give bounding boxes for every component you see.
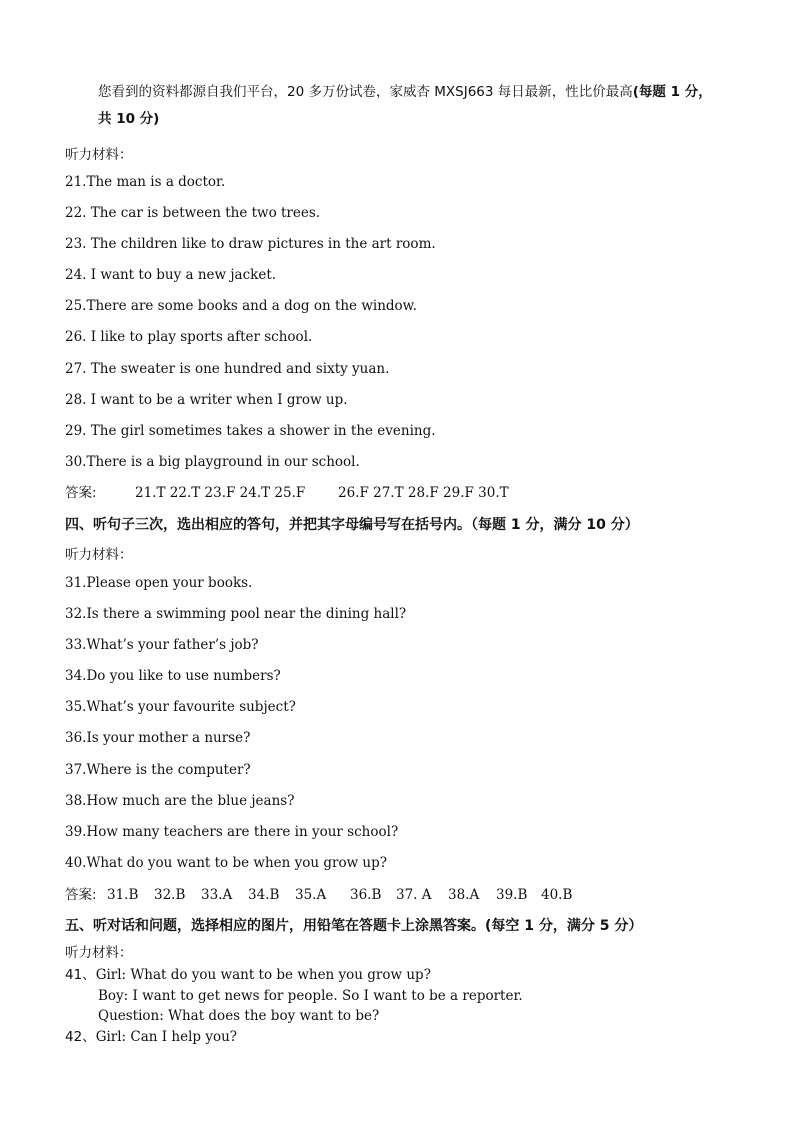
list-item-21: 21.The man is a doctor. bbox=[65, 174, 226, 190]
answer-40: 40.B bbox=[541, 887, 573, 903]
list-item-39: 39.How many teachers are there in your school? bbox=[65, 824, 399, 840]
answer-31: 31.B bbox=[107, 887, 139, 903]
list-item-25: 25.There are some books and a dog on the window. bbox=[65, 298, 417, 314]
header-score-text: (每题 1 分， bbox=[632, 84, 712, 100]
answer-35: 35.A bbox=[295, 887, 327, 903]
answer-36: 36.B bbox=[350, 887, 382, 903]
answer-38: 38.A bbox=[448, 887, 480, 903]
list-item-31: 31.Please open your books. bbox=[65, 575, 253, 591]
list-item-34: 34.Do you like to use numbers? bbox=[65, 668, 281, 684]
dialogue-41-question: Question: What does the boy want to be? bbox=[98, 1008, 380, 1024]
question-41-number: 41、 bbox=[65, 967, 96, 983]
list-item-23: 23. The children like to draw pictures in the art room. bbox=[65, 236, 436, 252]
list-item-27: 27. The sweater is one hundred and sixty yuan. bbox=[65, 361, 390, 377]
list-item-24: 24. I want to buy a new jacket. bbox=[65, 267, 277, 283]
header-line-1 bbox=[98, 83, 712, 101]
section4-answer-row bbox=[65, 886, 765, 906]
section4-answer-label: 答案: bbox=[65, 887, 97, 903]
dialogue-41-girl: Girl: What do you want to be when you grow up? bbox=[95, 967, 431, 983]
list-item-26: 26. I like to play sports after school. bbox=[65, 329, 313, 345]
list-item-38: 38.How much are the blue jeans? bbox=[65, 793, 295, 809]
section3-answer-group-1: 21.T 22.T 23.F 24.T 25.F bbox=[135, 485, 306, 501]
header-intro-text: 您看到的资料都源自我们平台，20 多万份试卷，家威杏 MXSJ663 每日最新，性比价最高 bbox=[98, 84, 633, 100]
list-item-37: 37.Where is the computer? bbox=[65, 762, 251, 778]
dialogue-41-line-1 bbox=[65, 966, 431, 984]
section3-answer-label: 答案: bbox=[65, 485, 97, 501]
answer-39: 39.B bbox=[496, 887, 528, 903]
list-item-29: 29. The girl sometimes takes a shower in the evening. bbox=[65, 423, 436, 439]
section3-answer-group-2: 26.F 27.T 28.F 29.F 30.T bbox=[338, 485, 509, 501]
answer-37: 37. A bbox=[396, 887, 432, 903]
list-item-33: 33.What’s your father’s job? bbox=[65, 637, 259, 653]
section5-title: 五、听对话和问题，选择相应的图片，用铅笔在答题卡上涂黑答案。(每空 1 分，满分 5 分） bbox=[65, 918, 643, 934]
section3-material-label: 听力材料： bbox=[65, 147, 133, 163]
question-42-number: 42、 bbox=[65, 1029, 96, 1045]
list-item-35: 35.What’s your favourite subject? bbox=[65, 699, 296, 715]
list-item-36: 36.Is your mother a nurse? bbox=[65, 730, 251, 746]
list-item-28: 28. I want to be a writer when I grow up. bbox=[65, 392, 348, 408]
section5-material-label: 听力材料： bbox=[65, 945, 133, 961]
answer-33: 33.A bbox=[201, 887, 233, 903]
list-item-40: 40.What do you want to be when you grow up? bbox=[65, 855, 387, 871]
section3-answer-row bbox=[65, 484, 765, 504]
dialogue-41-boy: Boy: I want to get news for people. So I want to be a reporter. bbox=[98, 988, 523, 1004]
list-item-22: 22. The car is between the two trees. bbox=[65, 205, 321, 221]
dialogue-42-line-1 bbox=[65, 1028, 237, 1046]
header-line-2: 共 10 分) bbox=[98, 111, 160, 127]
dialogue-42-girl: Girl: Can I help you? bbox=[95, 1029, 238, 1045]
section4-title: 四、听句子三次，选出相应的答句，并把其字母编号写在括号内。（每题 1 分，满分 10 分） bbox=[65, 517, 639, 533]
section4-material-label: 听力材料： bbox=[65, 547, 133, 563]
answer-32: 32.B bbox=[154, 887, 186, 903]
list-item-32: 32.Is there a swimming pool near the dining hall? bbox=[65, 606, 407, 622]
list-item-30: 30.There is a big playground in our school. bbox=[65, 454, 360, 470]
answer-34: 34.B bbox=[248, 887, 280, 903]
